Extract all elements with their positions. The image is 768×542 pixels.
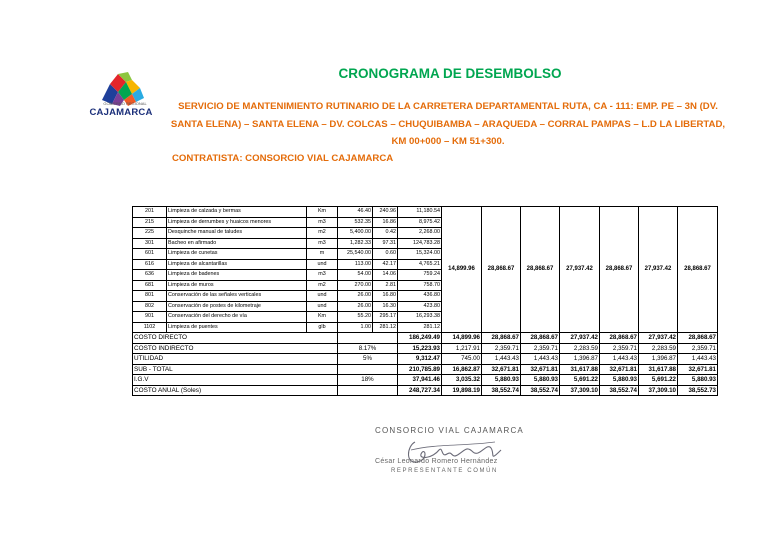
- summary-month-cell: 2,359.71: [678, 343, 718, 354]
- summary-label: COSTO DIRECTO: [133, 333, 338, 344]
- items-body: [133, 207, 718, 333]
- summary-month-cell: 2,283.59: [560, 343, 600, 354]
- contractor-line: CONTRATISTA: CONSORCIO VIAL CAJAMARCA: [172, 153, 394, 164]
- item-code: 225: [133, 228, 167, 239]
- item-unit-price: 42.17: [373, 259, 398, 270]
- item-code: 901: [133, 312, 167, 323]
- item-description: Limpieza de derrumbes y huaicos menores: [167, 217, 307, 228]
- summary-row: [133, 333, 718, 344]
- summary-month-cell: 5,691.22: [560, 375, 600, 386]
- summary-row: [133, 375, 718, 386]
- summary-row: [133, 385, 718, 396]
- document-title: CRONOGRAMA DE DESEMBOLSO: [338, 66, 562, 81]
- summary-month-cell: 1,443.43: [521, 354, 560, 365]
- item-description: Limpieza de calzada y bermas: [167, 207, 307, 218]
- summary-total: 210,785.89: [398, 364, 442, 375]
- item-total: 11,180.54: [398, 207, 442, 218]
- summary-month-cell: 2,359.71: [521, 343, 560, 354]
- summary-month-cell: 1,443.43: [678, 354, 718, 365]
- summary-percentage: 5%: [338, 354, 398, 365]
- summary-label: COSTO ANUAL (Soles): [133, 385, 338, 396]
- item-code: 802: [133, 301, 167, 312]
- summary-month-cell: 1,443.43: [600, 354, 639, 365]
- item-quantity: 113.00: [338, 259, 373, 270]
- item-quantity: 270.00: [338, 280, 373, 291]
- summary-month-cell: 1,217.91: [442, 343, 482, 354]
- summary-body: [133, 333, 718, 396]
- summary-month-cell: 2,283.59: [639, 343, 678, 354]
- item-total: 758.70: [398, 280, 442, 291]
- item-description: Limpieza de muros: [167, 280, 307, 291]
- summary-month-cell: 32,671.81: [678, 364, 718, 375]
- item-quantity: 26.00: [338, 301, 373, 312]
- summary-month-cell: 37,309.10: [560, 385, 600, 396]
- service-description: SERVICIO DE MANTENIMIENTO RUTINARIO DE LA CARRETERA DEPARTAMENTAL RUTA, CA - 111: EMP. PE – 3N (DV. SANTA ELENA) – SANTA ELENA – DV. COLCAS – CHUQUIBAMBA – ARAQUEDA – CORRAL PAMPAS – L.D LA LIBERTAD, KM 00+000 – KM 51+300.: [170, 101, 726, 147]
- item-total: 16,293.38: [398, 312, 442, 323]
- item-unit-price: 2.81: [373, 280, 398, 291]
- summary-row: [133, 343, 718, 354]
- summary-month-cell: 1,396.87: [639, 354, 678, 365]
- summary-month-cell: 28,868.67: [521, 333, 560, 344]
- item-code: 616: [133, 259, 167, 270]
- summary-month-cell: 5,880.93: [600, 375, 639, 386]
- disbursement-table: [132, 206, 718, 396]
- item-code: 801: [133, 291, 167, 302]
- item-code: 301: [133, 238, 167, 249]
- month-amount-cell: 27,937.42: [639, 207, 678, 333]
- item-quantity: 5,400.00: [338, 228, 373, 239]
- summary-total: 248,727.34: [398, 385, 442, 396]
- logo-subtitle: GOBIERNO REGIONAL: [103, 101, 147, 106]
- summary-month-cell: 38,552.73: [678, 385, 718, 396]
- month-amount-cell: 27,937.42: [560, 207, 600, 333]
- item-unit-price: 16.86: [373, 217, 398, 228]
- item-quantity: 532.35: [338, 217, 373, 228]
- item-unit-price: 240.96: [373, 207, 398, 218]
- item-unit: und: [307, 301, 338, 312]
- item-quantity: 1.00: [338, 322, 373, 333]
- item-total: 2,268.00: [398, 228, 442, 239]
- summary-label: I.G.V: [133, 375, 338, 386]
- summary-month-cell: 2,359.71: [600, 343, 639, 354]
- summary-month-cell: 3,035.32: [442, 375, 482, 386]
- item-description: Conservación de las señales verticales: [167, 291, 307, 302]
- summary-month-cell: 28,868.67: [678, 333, 718, 344]
- item-total: 423.80: [398, 301, 442, 312]
- logo-name: CAJAMARCA: [89, 107, 153, 118]
- summary-month-cell: 32,671.81: [482, 364, 521, 375]
- item-total: 759.24: [398, 270, 442, 281]
- summary-month-cell: 14,899.96: [442, 333, 482, 344]
- summary-month-cell: 38,552.74: [600, 385, 639, 396]
- item-unit-price: 16.80: [373, 291, 398, 302]
- item-quantity: 1,282.33: [338, 238, 373, 249]
- summary-month-cell: 27,937.42: [560, 333, 600, 344]
- item-unit-price: 16.30: [373, 301, 398, 312]
- summary-label: COSTO INDIRECTO: [133, 343, 338, 354]
- item-unit: m2: [307, 228, 338, 239]
- summary-month-cell: 1,396.87: [560, 354, 600, 365]
- item-unit-price: 97.31: [373, 238, 398, 249]
- item-total: 281.12: [398, 322, 442, 333]
- summary-month-cell: 31,617.88: [639, 364, 678, 375]
- item-unit: und: [307, 291, 338, 302]
- item-unit: Km: [307, 207, 338, 218]
- item-description: Conservación del derecho de vía: [167, 312, 307, 323]
- summary-month-cell: 38,552.74: [482, 385, 521, 396]
- item-unit: m2: [307, 280, 338, 291]
- summary-month-cell: 1,443.43: [482, 354, 521, 365]
- summary-month-cell: 28,868.67: [600, 333, 639, 344]
- item-unit-price: 281.12: [373, 322, 398, 333]
- disbursement-table-wrap: [132, 206, 717, 396]
- month-amount-cell: 28,868.67: [482, 207, 521, 333]
- summary-month-cell: 32,671.81: [600, 364, 639, 375]
- item-description: Desquinche manual de taludes: [167, 228, 307, 239]
- summary-total: 9,312.47: [398, 354, 442, 365]
- item-total: 8,975.42: [398, 217, 442, 228]
- summary-month-cell: 5,880.93: [521, 375, 560, 386]
- item-description: Conservación de postes de kilometraje: [167, 301, 307, 312]
- item-unit-price: 295.17: [373, 312, 398, 323]
- item-unit: m: [307, 249, 338, 260]
- summary-label: SUB - TOTAL: [133, 364, 338, 375]
- summary-percentage: 18%: [338, 375, 398, 386]
- summary-row: [133, 354, 718, 365]
- item-total: 4,765.21: [398, 259, 442, 270]
- signature-company: CONSORCIO VIAL CAJAMARCA: [375, 426, 524, 435]
- item-code: 201: [133, 207, 167, 218]
- item-description: Bacheo en afirmado: [167, 238, 307, 249]
- summary-percentage: 8.17%: [338, 343, 398, 354]
- summary-percentage: [338, 333, 398, 344]
- item-unit-price: 14.06: [373, 270, 398, 281]
- item-code: 215: [133, 217, 167, 228]
- summary-month-cell: 5,880.93: [678, 375, 718, 386]
- item-quantity: 46.40: [338, 207, 373, 218]
- item-code: 601: [133, 249, 167, 260]
- signature-stamp: [355, 424, 565, 484]
- summary-month-cell: 5,880.93: [482, 375, 521, 386]
- item-code: 681: [133, 280, 167, 291]
- month-amount-cell: 28,868.67: [600, 207, 639, 333]
- item-code: 1102: [133, 322, 167, 333]
- item-unit-price: 0.60: [373, 249, 398, 260]
- item-description: Limpieza de cunetas: [167, 249, 307, 260]
- signature-name: César Leonardo Romero Hernández: [375, 458, 498, 465]
- item-unit: glb: [307, 322, 338, 333]
- summary-month-cell: 27,937.42: [639, 333, 678, 344]
- item-unit: m3: [307, 270, 338, 281]
- item-quantity: 55.20: [338, 312, 373, 323]
- item-unit: und: [307, 259, 338, 270]
- item-code: 636: [133, 270, 167, 281]
- item-quantity: 25,540.00: [338, 249, 373, 260]
- item-quantity: 54.00: [338, 270, 373, 281]
- summary-row: [133, 364, 718, 375]
- summary-label: UTILIDAD: [133, 354, 338, 365]
- summary-percentage: [338, 364, 398, 375]
- summary-month-cell: 16,862.87: [442, 364, 482, 375]
- summary-month-cell: 745.00: [442, 354, 482, 365]
- month-amount-cell: 28,868.67: [678, 207, 718, 333]
- summary-month-cell: 37,309.10: [639, 385, 678, 396]
- item-unit: m3: [307, 217, 338, 228]
- summary-month-cell: 32,671.81: [521, 364, 560, 375]
- summary-month-cell: 28,868.67: [482, 333, 521, 344]
- item-description: Limpieza de puentes: [167, 322, 307, 333]
- summary-month-cell: 31,617.88: [560, 364, 600, 375]
- item-quantity: 26.00: [338, 291, 373, 302]
- summary-total: 15,223.93: [398, 343, 442, 354]
- month-amount-cell: 28,868.67: [521, 207, 560, 333]
- summary-total: 186,249.49: [398, 333, 442, 344]
- item-total: 436.80: [398, 291, 442, 302]
- item-total: 124,783.28: [398, 238, 442, 249]
- summary-month-cell: 38,552.74: [521, 385, 560, 396]
- signature-role: REPRESENTANTE COMÚN: [391, 468, 498, 474]
- item-unit: m3: [307, 238, 338, 249]
- summary-total: 37,941.46: [398, 375, 442, 386]
- summary-month-cell: 2,359.71: [482, 343, 521, 354]
- item-row: [133, 207, 718, 218]
- item-unit: Km: [307, 312, 338, 323]
- item-unit-price: 0.42: [373, 228, 398, 239]
- summary-month-cell: 19,898.19: [442, 385, 482, 396]
- item-description: Limpieza de badenes: [167, 270, 307, 281]
- summary-percentage: [338, 385, 398, 396]
- item-description: Limpieza de alcantarillas: [167, 259, 307, 270]
- item-total: 15,324.00: [398, 249, 442, 260]
- month-amount-cell: 14,899.96: [442, 207, 482, 333]
- summary-month-cell: 5,691.22: [639, 375, 678, 386]
